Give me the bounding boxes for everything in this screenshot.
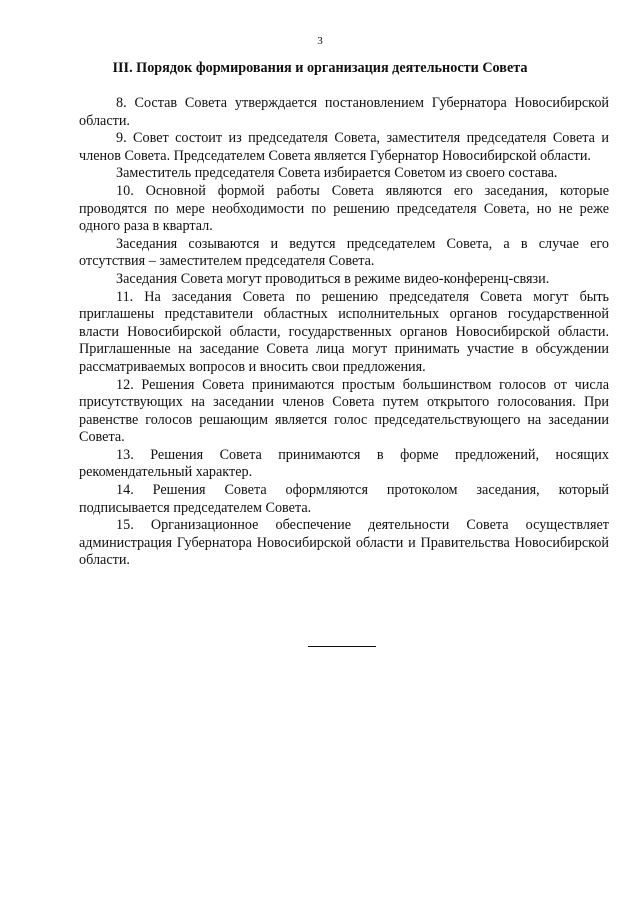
- paragraph-15: 15. Организационное обеспечение деятельности Совета осуществляет администрация Губернатора Новосибирской области и Правительства Новосибирской области.: [79, 517, 609, 569]
- paragraph-8: 8. Состав Совета утверждается постановлением Губернатора Новосибирской области.: [79, 95, 609, 129]
- paragraph-11: 11. На заседания Совета по решению председателя Совета могут быть приглашены представители областных исполнительных органов государственной власти Новосибирской области, государственных органов Новосибирской области. Приглашенные на заседание Совета лица могут принимать участие в обсуждении рассматриваемых вопросов и вносить свои предложения.: [79, 288, 609, 375]
- end-separator-line: [308, 646, 376, 647]
- section-title: III. Порядок формирования и организация деятельности Совета: [112, 60, 528, 76]
- document-body: [79, 95, 609, 570]
- paragraph-9: 9. Совет состоит из председателя Совета, заместителя председателя Совета и членов Совета. Председателем Совета является Губернатор Новосибирской области.: [79, 130, 609, 164]
- paragraph-9-deputy: Заместитель председателя Совета избирается Советом из своего состава.: [116, 165, 558, 182]
- paragraph-13: 13. Решения Совета принимаются в форме предложений, носящих рекомендательный характер.: [79, 446, 609, 481]
- paragraph-12: 12. Решения Совета принимаются простым большинством голосов от числа присутствующих на заседании членов Совета путем открытого голосования. При равенстве голосов решающим является голос председательствующего на заседании Совета.: [79, 376, 609, 446]
- page-number: 3: [317, 35, 323, 47]
- paragraph-10: 10. Основной формой работы Совета являются его заседания, которые проводятся по мере необходимости по решению председателя Совета, но не реже одного раза в квартал.: [79, 182, 609, 235]
- paragraph-14: 14. Решения Совета оформляются протоколом заседания, который подписывается председателем Совета.: [79, 482, 609, 516]
- paragraph-10-convening: Заседания созываются и ведутся председателем Совета, а в случае его отсутствия – заместителем председателя Совета.: [79, 235, 609, 270]
- paragraph-10-videoconference: Заседания Совета могут проводиться в режиме видео-конференц-связи.: [116, 270, 550, 287]
